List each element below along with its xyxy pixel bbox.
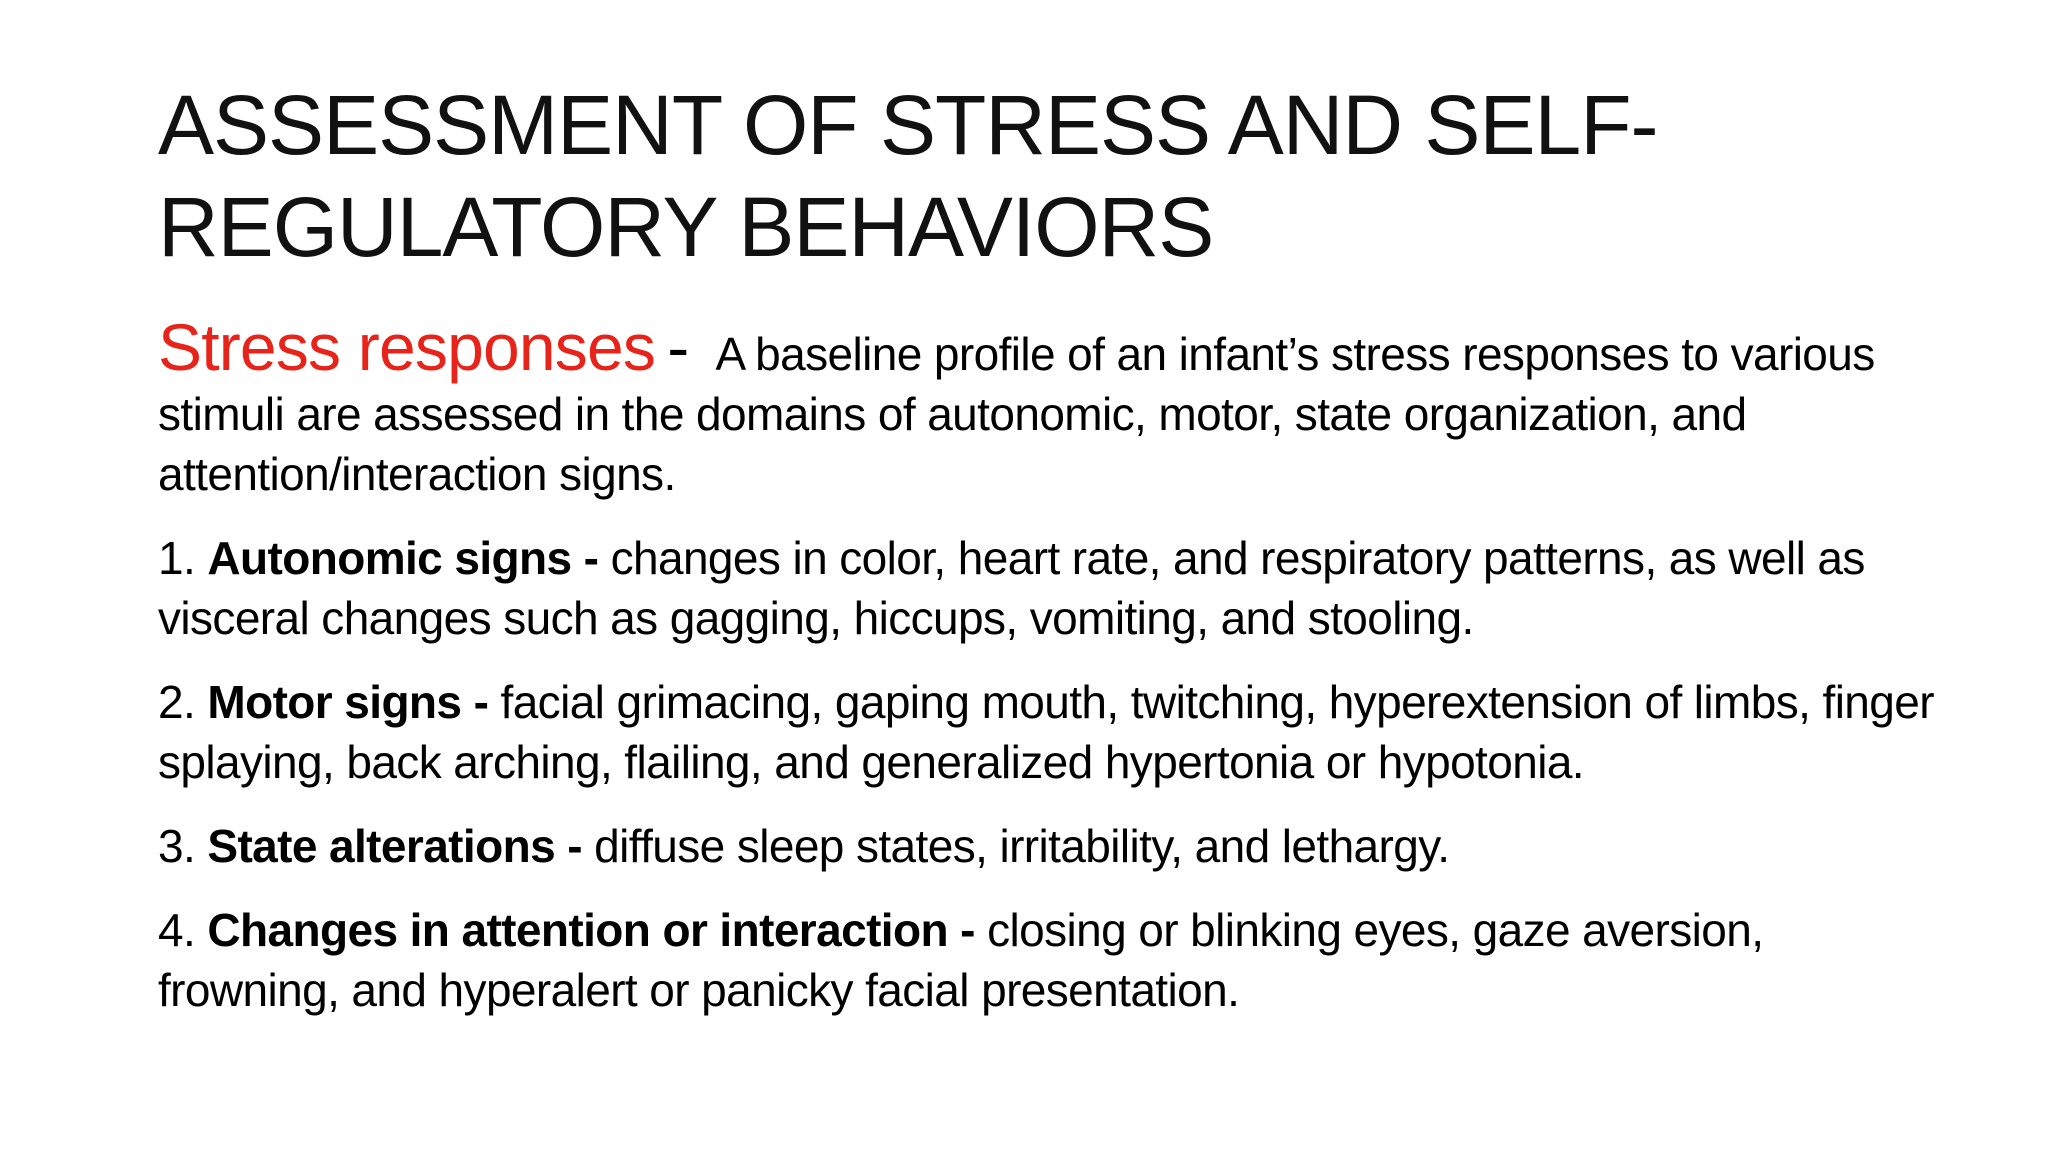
list-item-attention <box>158 900 1948 1020</box>
list-item-autonomic <box>158 528 1948 648</box>
list-item-heading: Changes in attention or interaction - <box>207 904 975 956</box>
list-item-number: 1. <box>158 532 196 584</box>
intro-dash: - <box>667 310 690 384</box>
list-item-text: closing or blinking eyes, gaze aversion, frowning, and hyperalert or panicky facial presentation. <box>158 904 1764 1016</box>
slide-body <box>158 312 1948 1044</box>
list-item-number: 2. <box>158 676 196 728</box>
intro-heading: Stress responses <box>158 310 656 384</box>
list-item-text: changes in color, heart rate, and respiratory patterns, as well as visceral changes such as gagging, hiccups, vomiting, and stooling. <box>158 532 1865 644</box>
intro-paragraph <box>158 312 1948 504</box>
list-item-state <box>158 816 1948 876</box>
intro-text: A baseline profile of an infant’s stress responses to various stimuli are assessed in the domains of autonomic, motor, state organization, and attention/interaction signs. <box>158 328 1875 500</box>
list-item-number: 4. <box>158 904 196 956</box>
list-item-motor <box>158 672 1948 792</box>
slide-title <box>158 74 1918 278</box>
list-item-number: 3. <box>158 820 196 872</box>
list-item-heading: Autonomic signs - <box>207 532 599 584</box>
slide-title-line-2: REGULATORY BEHAVIORS <box>158 180 1214 274</box>
slide-title-line-1: ASSESSMENT OF STRESS AND SELF- <box>158 78 1658 172</box>
list-item-text: facial grimacing, gaping mouth, twitching, hyperextension of limbs, finger splaying, back arching, flailing, and generalized hypertonia or hypotonia. <box>158 676 1934 788</box>
list-item-heading: State alterations - <box>207 820 582 872</box>
list-item-text: diffuse sleep states, irritability, and lethargy. <box>594 820 1450 872</box>
list-item-heading: Motor signs - <box>207 676 489 728</box>
